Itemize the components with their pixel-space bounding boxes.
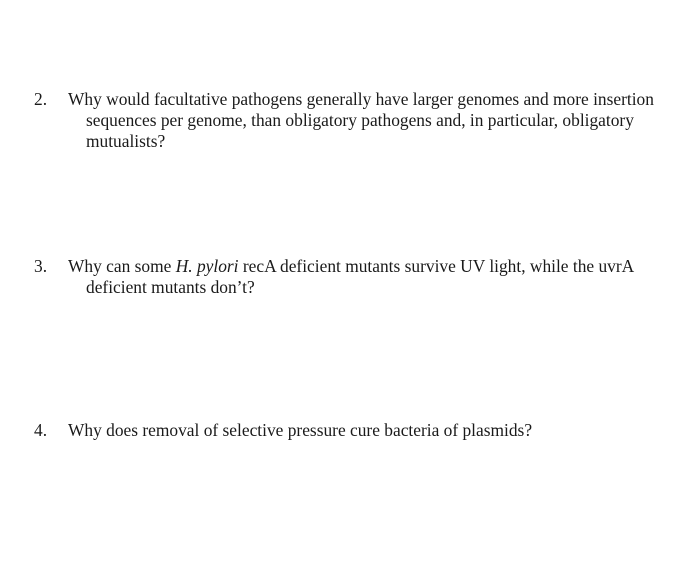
- question-text-after: recA deficient mutants survive UV light, while the uvrA deficient mutants don’t?: [86, 256, 634, 297]
- question-2: [34, 89, 684, 152]
- question-4: [34, 420, 684, 441]
- question-number: 4.: [34, 420, 48, 440]
- question-text: [68, 256, 684, 298]
- question-3: [34, 256, 684, 298]
- question-number: 3.: [34, 256, 48, 276]
- question-number: 2.: [34, 89, 48, 109]
- question-text: Why does removal of selective pressure cure bacteria of plasmids?: [68, 420, 533, 440]
- organism-name: H. pylori: [175, 256, 239, 276]
- question-text: Why would facultative pathogens generally have larger genomes and more insertion sequences per genome, than obligatory pathogens and, in particular, obligatory mutualists?: [68, 89, 654, 151]
- question-text-before: Why can some: [68, 256, 176, 276]
